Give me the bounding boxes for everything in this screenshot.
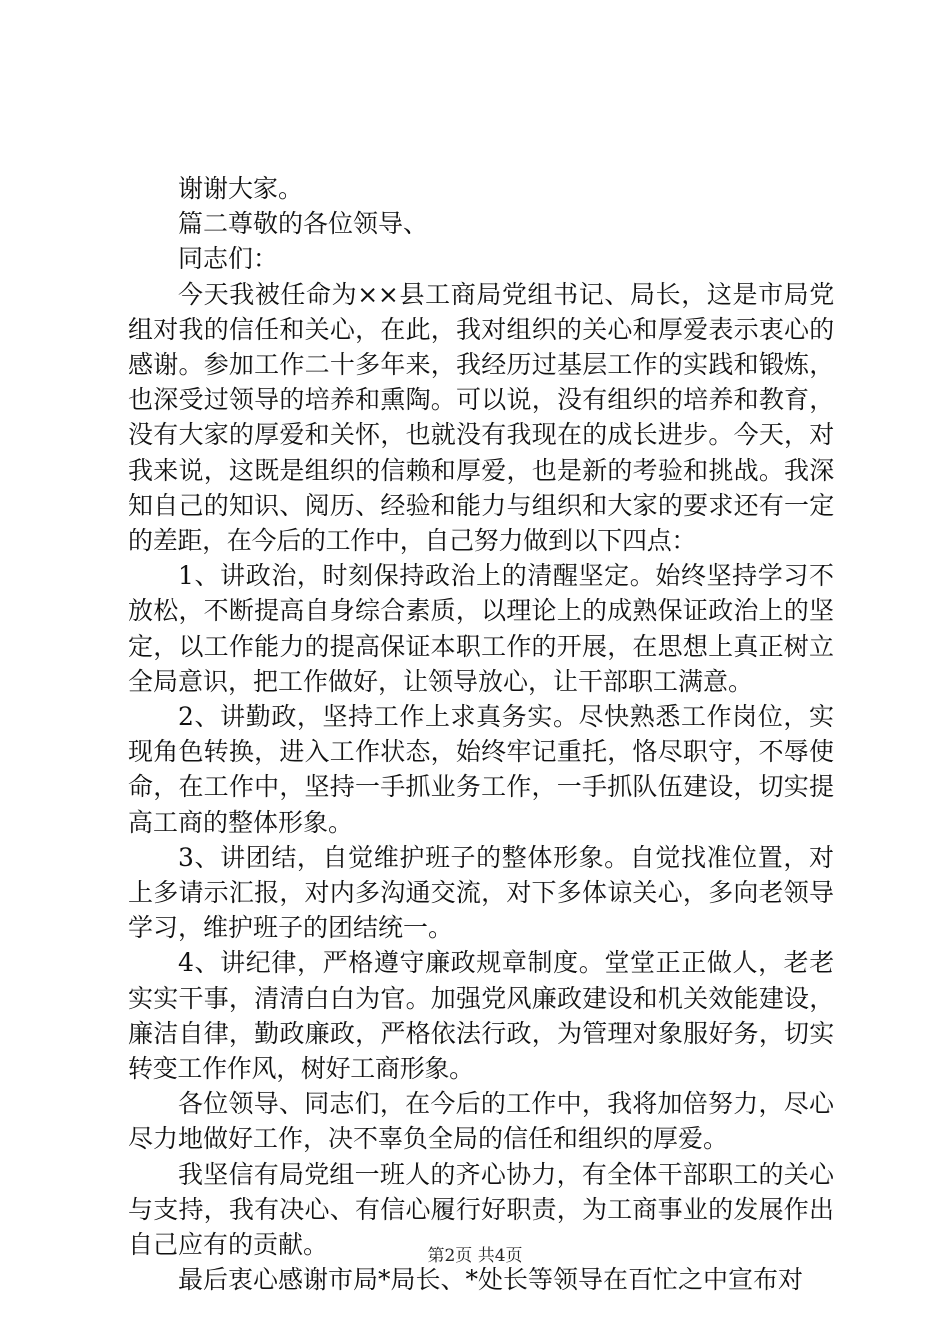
salutation-paragraph: 同志们： (178, 244, 279, 274)
section-heading-paragraph: 篇二尊敬的各位领导、 (178, 209, 429, 239)
final-thanks-paragraph: 最后衷心感谢市局*局长、*处长等领导在百忙之中宣布对 (178, 1265, 804, 1295)
closing-thanks-paragraph: 谢谢大家。 (178, 174, 304, 203)
page-number-footer: 第2页 共4页 (427, 1246, 523, 1266)
point-1-paragraph: 1、讲政治，时刻保持政治上的清醒坚定。始终坚持学习不放松，不断提高自身综合素质，以理论上的成熟保证政治上的坚定，以工作能力的提高保证本职工作的开展，在思想上真正树立全局意识，把工作做好，让领导放心，让干部职工满意。 (128, 561, 834, 696)
point-3-paragraph: 3、讲团结，自觉维护班子的整体形象。自觉找准位置，对上多请示汇报，对内多沟通交流，对下多体谅关心，多向老领导学习，维护班子的团结统一。 (128, 842, 834, 943)
intro-paragraph: 今天我被任命为××县工商局党组书记、局长，这是市局党组对我的信任和关心，在此，我对组织的关心和厚爱表示衷心的感谢。参加工作二十多年来，我经历过基层工作的实践和锻炼，也深受过领导的培养和熏陶。可以说，没有组织的培养和教育，没有大家的厚爱和关怀，也就没有我现在的成长进步。今天，对我来说，这既是组织的信赖和厚爱，也是新的考验和挑战。我深知自己的知识、阅历、经验和能力与组织和大家的要求还有一定的差距，在今后的工作中，自己努力做到以下四点： (128, 279, 834, 556)
confidence-paragraph: 我坚信有局党组一班人的齐心协力，有全体干部职工的关心与支持，我有决心、有信心履行好职责，为工商事业的发展作出自己应有的贡献。 (128, 1159, 834, 1260)
commitment-paragraph: 各位领导、同志们，在今后的工作中，我将加倍努力，尽心尽力地做好工作，决不辜负全局的信任和组织的厚爱。 (128, 1089, 834, 1154)
document-body (128, 171, 834, 1298)
point-4-paragraph: 4、讲纪律，严格遵守廉政规章制度。堂堂正正做人，老老实实干事，清清白白为官。加强党风廉政建设和机关效能建设，廉洁自律，勤政廉政，严格依法行政，为管理对象服好务，切实转变工作作风，树好工商形象。 (128, 948, 834, 1084)
point-2-paragraph: 2、讲勤政，坚持工作上求真务实。尽快熟悉工作岗位，实现角色转换，进入工作状态，始终牢记重托，恪尽职守，不辱使命，在工作中，坚持一手抓业务工作，一手抓队伍建设，切实提高工商的整体形象。 (128, 702, 834, 837)
